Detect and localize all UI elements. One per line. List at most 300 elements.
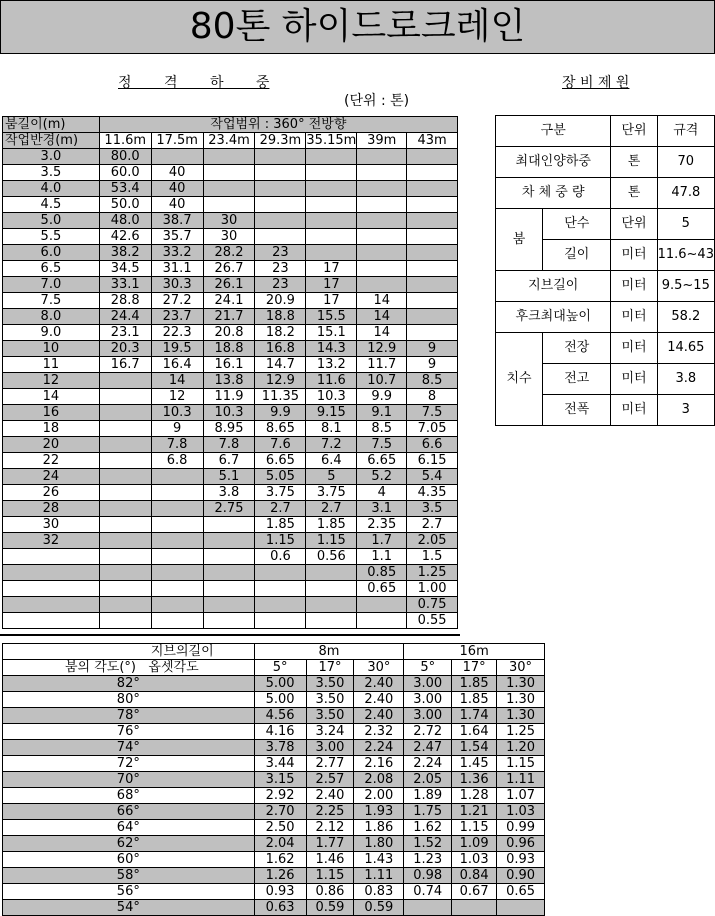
spec-weight-value: 47.8	[657, 178, 714, 209]
load-value-cell	[357, 261, 407, 277]
work-radius-cell: 8.0	[3, 309, 100, 325]
jib-load-value-cell: 1.64	[452, 724, 497, 740]
jib-load-value-cell: 2.40	[354, 708, 404, 724]
load-value-cell: 14	[357, 325, 407, 341]
spec-dims-group: 치수	[496, 333, 543, 426]
table-row	[3, 149, 458, 165]
load-value-cell: 18.8	[255, 309, 306, 325]
boom-angle-cell: 78°	[3, 708, 255, 724]
table-row	[3, 485, 458, 501]
work-radius-cell: 6.5	[3, 261, 100, 277]
spec-max-lift-unit: 톤	[611, 147, 657, 178]
work-radius-cell: 7.0	[3, 277, 100, 293]
load-value-cell: 34.5	[99, 261, 151, 277]
load-value-cell	[357, 613, 407, 629]
load-value-cell	[306, 597, 357, 613]
load-value-cell	[306, 565, 357, 581]
boom-angle-cell: 70°	[3, 772, 255, 788]
jib-load-value-cell: 1.15	[452, 820, 497, 836]
load-value-cell: 48.0	[99, 213, 151, 229]
jib-load-value-cell: 3.15	[254, 772, 306, 788]
work-radius-cell: 16	[3, 405, 100, 421]
boom-angle-label: 붐의 각도(°)	[65, 660, 137, 675]
work-radius-cell	[3, 597, 100, 613]
work-radius-corner-label: 작업반경(m)	[3, 133, 100, 149]
jib-load-value-cell: 1.11	[354, 868, 404, 884]
load-value-cell	[357, 597, 407, 613]
work-range-label: 작업범위 : 360° 전방향	[99, 117, 457, 133]
load-value-cell	[203, 181, 255, 197]
jib-load-value-cell: 2.57	[306, 772, 354, 788]
jib-load-value-cell: 1.93	[354, 804, 404, 820]
load-value-cell	[203, 533, 255, 549]
jib-load-value-cell: 2.12	[306, 820, 354, 836]
jib-load-value-cell: 1.74	[452, 708, 497, 724]
spec-jib-value: 9.5~15	[657, 271, 714, 302]
load-value-cell: 19.5	[151, 341, 203, 357]
load-value-cell: 3.75	[306, 485, 357, 501]
load-value-cell: 6.65	[255, 453, 306, 469]
jib-load-value-cell: 1.36	[452, 772, 497, 788]
jib-load-value-cell: 1.77	[306, 836, 354, 852]
load-value-cell	[407, 277, 458, 293]
spec-weight-unit: 톤	[611, 178, 657, 209]
load-value-cell	[255, 229, 306, 245]
work-radius-cell: 12	[3, 373, 100, 389]
load-value-cell: 5	[306, 469, 357, 485]
jib-load-value-cell: 1.62	[404, 820, 452, 836]
table-row	[3, 501, 458, 517]
load-value-cell	[306, 229, 357, 245]
jib-load-value-cell: 0.96	[497, 836, 545, 852]
load-value-cell: 0.6	[255, 549, 306, 565]
load-value-cell	[99, 437, 151, 453]
load-value-cell: 33.2	[151, 245, 203, 261]
load-value-cell: 31.1	[151, 261, 203, 277]
spec-hook-value: 58.2	[657, 302, 714, 333]
work-radius-cell: 20	[3, 437, 100, 453]
jib-load-value-cell: 1.85	[452, 676, 497, 692]
load-value-cell: 9	[407, 357, 458, 373]
jib-load-value-cell: 3.50	[306, 676, 354, 692]
boom-angle-cell: 68°	[3, 788, 255, 804]
jib-load-value-cell: 1.54	[452, 740, 497, 756]
load-value-cell: 22.3	[151, 325, 203, 341]
jib-load-value-cell: 3.00	[404, 692, 452, 708]
load-value-cell: 10.3	[151, 405, 203, 421]
load-value-cell: 16.1	[203, 357, 255, 373]
load-value-cell: 7.8	[203, 437, 255, 453]
load-value-cell	[255, 149, 306, 165]
load-value-cell: 27.2	[151, 293, 203, 309]
load-value-cell	[99, 549, 151, 565]
work-radius-cell: 32	[3, 533, 100, 549]
spec-width-value: 3	[657, 395, 714, 426]
table-row	[3, 597, 458, 613]
offset-angle-header: 5°	[404, 660, 452, 676]
load-value-cell: 2.35	[357, 517, 407, 533]
load-value-cell	[357, 245, 407, 261]
spec-max-lift-label: 최대인양하중	[496, 147, 611, 178]
load-value-cell: 8.1	[306, 421, 357, 437]
jib-load-value-cell: 2.40	[354, 676, 404, 692]
table-row	[3, 740, 545, 756]
load-value-cell	[99, 485, 151, 501]
table-row	[3, 469, 458, 485]
work-radius-cell: 14	[3, 389, 100, 405]
spec-boom-length-unit: 미터	[611, 240, 657, 271]
load-value-cell: 30	[203, 229, 255, 245]
load-value-cell: 1.5	[407, 549, 458, 565]
load-value-cell: 9.15	[306, 405, 357, 421]
jib-load-value-cell: 2.05	[404, 772, 452, 788]
load-value-cell: 17	[306, 261, 357, 277]
spec-boom-sections-value: 5	[657, 209, 714, 240]
offset-angle-header: 17°	[306, 660, 354, 676]
jib-load-table	[2, 643, 545, 916]
load-value-cell: 18.2	[255, 325, 306, 341]
table-row	[3, 325, 458, 341]
boom-length-header: 11.6m	[99, 133, 151, 149]
work-radius-cell: 5.5	[3, 229, 100, 245]
load-value-cell: 18.8	[203, 341, 255, 357]
work-radius-cell: 26	[3, 485, 100, 501]
jib-load-value-cell: 2.92	[254, 788, 306, 804]
load-value-cell: 4.35	[407, 485, 458, 501]
load-value-cell	[151, 549, 203, 565]
table-row	[3, 900, 545, 916]
load-value-cell: 8.5	[407, 373, 458, 389]
load-value-cell: 17	[306, 277, 357, 293]
jib-load-value-cell: 2.40	[306, 788, 354, 804]
work-radius-cell: 24	[3, 469, 100, 485]
load-value-cell	[306, 181, 357, 197]
load-value-cell: 2.75	[203, 501, 255, 517]
work-radius-cell	[3, 581, 100, 597]
jib-load-value-cell: 0.86	[306, 884, 354, 900]
load-value-cell: 38.2	[99, 245, 151, 261]
load-value-cell	[203, 165, 255, 181]
load-value-cell	[306, 613, 357, 629]
jib-load-value-cell: 2.24	[404, 756, 452, 772]
load-value-cell: 6.65	[357, 453, 407, 469]
offset-angle-header: 30°	[497, 660, 545, 676]
load-value-cell	[203, 149, 255, 165]
load-value-cell	[203, 597, 255, 613]
work-radius-cell: 6.0	[3, 245, 100, 261]
load-value-cell	[357, 181, 407, 197]
load-value-cell: 7.6	[255, 437, 306, 453]
table-row	[3, 309, 458, 325]
jib-load-value-cell: 5.00	[254, 676, 306, 692]
load-value-cell: 1.15	[306, 533, 357, 549]
jib-load-value-cell: 2.50	[254, 820, 306, 836]
load-value-cell	[357, 197, 407, 213]
load-value-cell	[99, 373, 151, 389]
jib-load-value-cell: 3.24	[306, 724, 354, 740]
load-value-cell	[99, 565, 151, 581]
load-value-cell: 0.65	[357, 581, 407, 597]
load-value-cell	[306, 149, 357, 165]
jib-load-value-cell: 2.32	[354, 724, 404, 740]
load-value-cell	[151, 581, 203, 597]
spec-width-label: 전폭	[543, 395, 611, 426]
boom-angle-cell: 82°	[3, 676, 255, 692]
rated-load-table	[2, 116, 458, 629]
load-value-cell: 15.1	[306, 325, 357, 341]
rated-load-heading: 정 격 하 중	[118, 75, 270, 91]
jib-load-value-cell: 0.74	[404, 884, 452, 900]
load-value-cell: 14	[151, 373, 203, 389]
jib-load-value-cell: 5.00	[254, 692, 306, 708]
jib-load-value-cell: 2.16	[354, 756, 404, 772]
load-value-cell: 24.1	[203, 293, 255, 309]
jib-load-value-cell: 3.50	[306, 692, 354, 708]
jib-load-value-cell: 1.26	[254, 868, 306, 884]
load-value-cell: 60.0	[99, 165, 151, 181]
load-value-cell: 11.6	[306, 373, 357, 389]
jib-load-value-cell: 1.28	[452, 788, 497, 804]
load-value-cell	[306, 213, 357, 229]
load-value-cell	[151, 613, 203, 629]
load-value-cell: 3.1	[357, 501, 407, 517]
table-row	[3, 293, 458, 309]
spec-table	[495, 115, 715, 426]
table-row	[3, 405, 458, 421]
load-value-cell	[357, 165, 407, 181]
load-value-cell	[99, 501, 151, 517]
load-value-cell	[203, 565, 255, 581]
jib-load-value-cell: 1.07	[497, 788, 545, 804]
load-value-cell: 53.4	[99, 181, 151, 197]
load-value-cell	[357, 277, 407, 293]
load-value-cell: 7.5	[357, 437, 407, 453]
load-value-cell: 0.55	[407, 613, 458, 629]
boom-angle-cell: 76°	[3, 724, 255, 740]
table-row	[3, 517, 458, 533]
load-value-cell: 26.7	[203, 261, 255, 277]
boom-angle-corner-label	[3, 660, 255, 676]
load-value-cell: 10.3	[306, 389, 357, 405]
boom-angle-cell: 72°	[3, 756, 255, 772]
table-row	[3, 389, 458, 405]
load-value-cell	[151, 565, 203, 581]
load-value-cell	[255, 165, 306, 181]
load-value-cell: 3.75	[255, 485, 306, 501]
jib-load-value-cell: 3.00	[404, 676, 452, 692]
jib-load-value-cell: 1.03	[452, 852, 497, 868]
load-value-cell: 11.7	[357, 357, 407, 373]
jib-load-value-cell: 3.44	[254, 756, 306, 772]
load-value-cell: 3.5	[407, 501, 458, 517]
jib-load-value-cell: 1.30	[497, 708, 545, 724]
load-value-cell: 9.9	[255, 405, 306, 421]
jib-load-value-cell: 1.62	[254, 852, 306, 868]
load-value-cell: 0.56	[306, 549, 357, 565]
jib-load-value-cell: 1.25	[497, 724, 545, 740]
load-value-cell: 14.7	[255, 357, 306, 373]
page-title: 80톤 하이드로크레인	[0, 0, 715, 54]
load-value-cell: 20.9	[255, 293, 306, 309]
jib-load-value-cell: 0.93	[254, 884, 306, 900]
work-radius-cell: 30	[3, 517, 100, 533]
table-row	[3, 357, 458, 373]
spec-jib-label: 지브길이	[496, 271, 611, 302]
load-value-cell	[203, 581, 255, 597]
jib-load-value-cell: 1.15	[306, 868, 354, 884]
load-value-cell: 4	[357, 485, 407, 501]
load-value-cell: 42.6	[99, 229, 151, 245]
load-value-cell	[407, 181, 458, 197]
table-row	[3, 533, 458, 549]
load-value-cell	[255, 213, 306, 229]
jib-load-value-cell: 1.30	[497, 676, 545, 692]
table-row	[3, 692, 545, 708]
unit-note: (단위 : 톤)	[344, 93, 410, 109]
load-value-cell: 12.9	[255, 373, 306, 389]
table-row	[3, 437, 458, 453]
load-value-cell	[151, 485, 203, 501]
load-value-cell	[203, 197, 255, 213]
jib-load-value-cell: 1.75	[404, 804, 452, 820]
load-value-cell: 14	[357, 309, 407, 325]
load-value-cell: 2.05	[407, 533, 458, 549]
load-value-cell: 7.2	[306, 437, 357, 453]
jib-load-value-cell: 1.20	[497, 740, 545, 756]
boom-length-header: 39m	[357, 133, 407, 149]
table-row	[3, 868, 545, 884]
offset-angle-label: 옵셋각도	[148, 660, 199, 675]
load-value-cell: 8.5	[357, 421, 407, 437]
load-value-cell: 8	[407, 389, 458, 405]
load-value-cell: 1.00	[407, 581, 458, 597]
work-radius-cell	[3, 613, 100, 629]
load-value-cell: 10.3	[203, 405, 255, 421]
table-row	[3, 581, 458, 597]
boom-length-header: 17.5m	[151, 133, 203, 149]
jib-load-value-cell	[404, 900, 452, 916]
load-value-cell	[99, 581, 151, 597]
table-row	[3, 804, 545, 820]
jib-load-value-cell: 1.85	[452, 692, 497, 708]
load-value-cell	[99, 405, 151, 421]
load-value-cell	[407, 245, 458, 261]
jib-length-16m: 16m	[404, 644, 545, 660]
table-row	[3, 820, 545, 836]
work-radius-cell: 7.5	[3, 293, 100, 309]
load-value-cell	[407, 261, 458, 277]
load-value-cell	[99, 453, 151, 469]
load-value-cell	[255, 565, 306, 581]
load-value-cell	[255, 181, 306, 197]
table-row	[3, 788, 545, 804]
load-value-cell: 23.1	[99, 325, 151, 341]
load-value-cell: 8.95	[203, 421, 255, 437]
jib-load-value-cell	[497, 900, 545, 916]
spec-hook-label: 후크최대높이	[496, 302, 611, 333]
load-value-cell: 6.4	[306, 453, 357, 469]
load-value-cell: 12	[151, 389, 203, 405]
load-value-cell: 2.7	[306, 501, 357, 517]
boom-length-corner-label: 붐길이(m)	[3, 117, 100, 133]
load-value-cell: 6.6	[407, 437, 458, 453]
jib-load-value-cell: 2.40	[354, 692, 404, 708]
boom-angle-cell: 74°	[3, 740, 255, 756]
jib-load-value-cell: 1.52	[404, 836, 452, 852]
load-value-cell	[99, 389, 151, 405]
load-value-cell	[151, 533, 203, 549]
load-value-cell: 12.9	[357, 341, 407, 357]
load-value-cell: 40	[151, 165, 203, 181]
load-value-cell	[151, 501, 203, 517]
spec-hook-unit: 미터	[611, 302, 657, 333]
load-value-cell	[99, 613, 151, 629]
load-value-cell: 23	[255, 261, 306, 277]
table-row	[3, 373, 458, 389]
load-value-cell	[407, 149, 458, 165]
load-value-cell: 10.7	[357, 373, 407, 389]
table-row	[3, 165, 458, 181]
jib-load-value-cell: 2.04	[254, 836, 306, 852]
table-row	[3, 421, 458, 437]
work-radius-cell: 9.0	[3, 325, 100, 341]
boom-length-header: 23.4m	[203, 133, 255, 149]
jib-load-value-cell: 3.78	[254, 740, 306, 756]
jib-load-value-cell: 1.46	[306, 852, 354, 868]
load-value-cell	[407, 197, 458, 213]
load-value-cell: 7.5	[407, 405, 458, 421]
spec-length-value: 14.65	[657, 333, 714, 364]
jib-load-value-cell: 0.84	[452, 868, 497, 884]
load-value-cell	[203, 613, 255, 629]
spec-header-unit: 단위	[611, 116, 657, 147]
spec-boom-length-value: 11.6~43	[657, 240, 714, 271]
table-row	[3, 884, 545, 900]
spec-header-value: 규격	[657, 116, 714, 147]
jib-load-value-cell: 0.99	[497, 820, 545, 836]
work-radius-cell: 11	[3, 357, 100, 373]
load-value-cell	[255, 613, 306, 629]
spec-max-lift-value: 70	[657, 147, 714, 178]
load-value-cell: 50.0	[99, 197, 151, 213]
load-value-cell: 7.05	[407, 421, 458, 437]
load-value-cell: 1.15	[255, 533, 306, 549]
boom-angle-cell: 60°	[3, 852, 255, 868]
load-value-cell: 16.4	[151, 357, 203, 373]
load-value-cell: 1.85	[306, 517, 357, 533]
work-radius-cell	[3, 565, 100, 581]
spec-width-unit: 미터	[611, 395, 657, 426]
work-radius-cell: 28	[3, 501, 100, 517]
table-row	[3, 229, 458, 245]
load-value-cell: 11.9	[203, 389, 255, 405]
load-value-cell	[255, 197, 306, 213]
load-value-cell: 9.9	[357, 389, 407, 405]
load-value-cell: 16.7	[99, 357, 151, 373]
jib-load-value-cell: 1.21	[452, 804, 497, 820]
boom-angle-cell: 56°	[3, 884, 255, 900]
load-value-cell: 24.4	[99, 309, 151, 325]
jib-load-value-cell: 2.77	[306, 756, 354, 772]
jib-length-8m: 8m	[254, 644, 404, 660]
load-value-cell	[255, 581, 306, 597]
table-row	[3, 613, 458, 629]
jib-load-value-cell: 1.89	[404, 788, 452, 804]
table-row	[3, 453, 458, 469]
work-radius-cell: 22	[3, 453, 100, 469]
spec-header-category: 구분	[496, 116, 611, 147]
load-value-cell: 35.7	[151, 229, 203, 245]
